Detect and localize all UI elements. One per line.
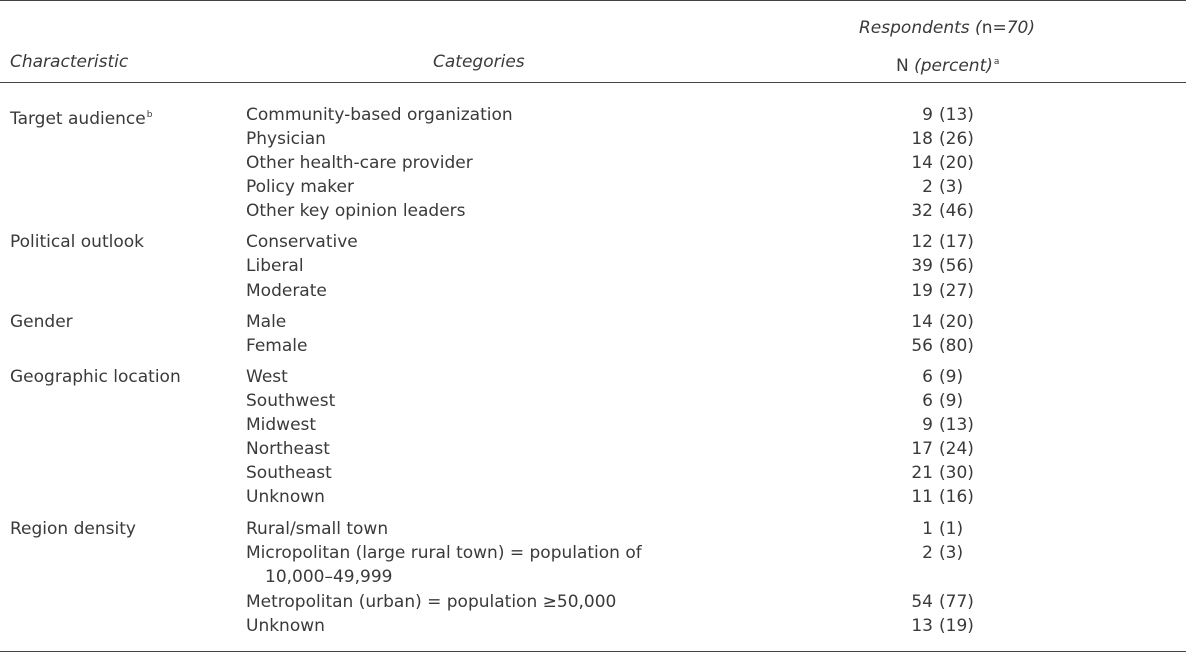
row-count: 2 xyxy=(922,177,933,197)
row-category: Conservative xyxy=(246,232,358,252)
row-value xyxy=(870,517,975,541)
row-count: 56 xyxy=(911,336,933,356)
table-top-rule xyxy=(0,0,1186,1)
row-value xyxy=(870,365,975,389)
row-value xyxy=(870,614,975,638)
row-characteristic: Gender xyxy=(10,312,73,332)
row-value xyxy=(870,103,975,127)
row-percent: (20) xyxy=(939,312,974,332)
row-value xyxy=(870,485,975,509)
row-percent: (30) xyxy=(939,463,974,483)
row-characteristic: Political outlook xyxy=(10,232,144,252)
row-count: 14 xyxy=(911,312,933,332)
row-percent: (16) xyxy=(939,487,974,507)
row-percent: (3) xyxy=(939,543,964,563)
row-category: Micropolitan (large rural town) = population of xyxy=(246,543,642,563)
table-bottom-rule xyxy=(0,651,1186,652)
row-category: Southeast xyxy=(246,463,332,483)
footnote-a-marker: a xyxy=(993,57,1000,67)
row-count: 32 xyxy=(911,201,933,221)
row-percent: (13) xyxy=(939,105,974,125)
row-value xyxy=(870,389,975,413)
row-category: Unknown xyxy=(246,616,325,636)
row-percent: (77) xyxy=(939,592,974,612)
row-value xyxy=(870,254,975,278)
row-category: Male xyxy=(246,312,287,332)
row-percent: (13) xyxy=(939,415,974,435)
row-category: Metropolitan (urban) = population ≥50,000 xyxy=(246,592,617,612)
row-value xyxy=(870,590,975,614)
row-value xyxy=(870,413,975,437)
row-percent: (27) xyxy=(939,281,974,301)
row-count: 18 xyxy=(911,129,933,149)
row-count: 17 xyxy=(911,439,933,459)
row-value xyxy=(870,334,975,358)
row-category: Community-based organization xyxy=(246,105,513,125)
row-count: 12 xyxy=(911,232,933,252)
row-value xyxy=(870,199,975,223)
row-category: Liberal xyxy=(246,256,304,276)
row-category: Southwest xyxy=(246,391,336,411)
row-category: Midwest xyxy=(246,415,317,435)
row-value xyxy=(870,437,975,461)
row-count: 6 xyxy=(922,367,933,387)
row-percent: (19) xyxy=(939,616,974,636)
row-category: Rural/small town xyxy=(246,519,389,539)
row-count: 2 xyxy=(922,543,933,563)
row-count: 14 xyxy=(911,153,933,173)
row-percent: (1) xyxy=(939,519,964,539)
footnote-b-marker: b xyxy=(146,110,153,120)
row-count: 9 xyxy=(922,105,933,125)
row-percent: (9) xyxy=(939,367,964,387)
row-category: West xyxy=(246,367,288,387)
row-value xyxy=(870,151,975,175)
row-percent: (56) xyxy=(939,256,974,276)
row-category: Other key opinion leaders xyxy=(246,201,466,221)
row-value xyxy=(870,461,975,485)
characteristic-header: Characteristic xyxy=(10,52,129,72)
row-value xyxy=(870,127,975,151)
row-count: 11 xyxy=(911,487,933,507)
row-count: 19 xyxy=(911,281,933,301)
row-value xyxy=(870,230,975,254)
n-percent-header: N (percent)$^a$ xyxy=(896,56,1000,76)
row-percent: (24) xyxy=(939,439,974,459)
row-characteristic: Target audience$^b$ xyxy=(10,109,153,129)
row-percent: (3) xyxy=(939,177,964,197)
row-count: 13 xyxy=(911,616,933,636)
respondents-header: Respondents (n=70) xyxy=(859,18,1035,38)
row-count: 39 xyxy=(911,256,933,276)
row-category: Moderate xyxy=(246,281,327,301)
row-percent: (46) xyxy=(939,201,974,221)
row-category: Other health-care provider xyxy=(246,153,473,173)
row-characteristic: Geographic location xyxy=(10,367,181,387)
row-percent: (9) xyxy=(939,391,964,411)
row-count: 9 xyxy=(922,415,933,435)
row-percent: (20) xyxy=(939,153,974,173)
row-category: Unknown xyxy=(246,487,325,507)
categories-header: Categories xyxy=(433,52,525,72)
row-count: 54 xyxy=(911,592,933,612)
row-category: Policy maker xyxy=(246,177,354,197)
row-percent: (26) xyxy=(939,129,974,149)
row-value xyxy=(870,541,975,565)
row-count: 1 xyxy=(922,519,933,539)
row-percent: (80) xyxy=(939,336,974,356)
row-category: Northeast xyxy=(246,439,330,459)
row-percent: (17) xyxy=(939,232,974,252)
row-category: Physician xyxy=(246,129,326,149)
row-characteristic: Region density xyxy=(10,519,136,539)
row-count: 6 xyxy=(922,391,933,411)
row-value xyxy=(870,310,975,334)
row-value xyxy=(870,279,975,303)
row-category-continued: 10,000–49,999 xyxy=(265,567,393,587)
row-category: Female xyxy=(246,336,308,356)
table-header-rule xyxy=(0,82,1186,83)
row-count: 21 xyxy=(911,463,933,483)
row-value xyxy=(870,175,975,199)
